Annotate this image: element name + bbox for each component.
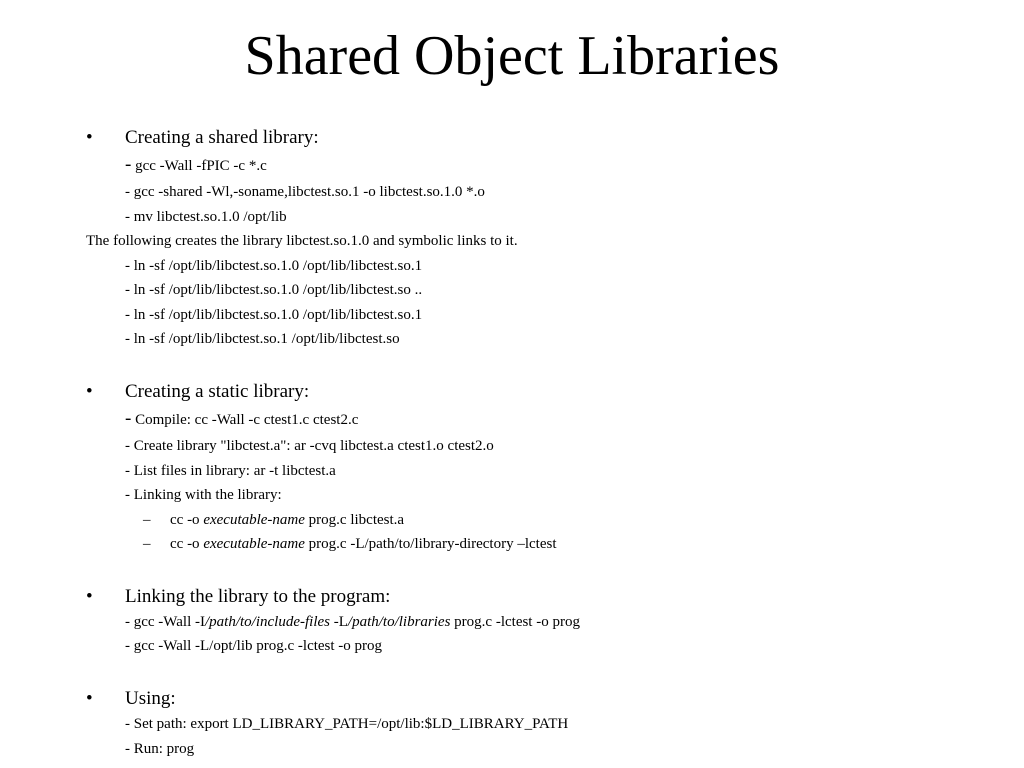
sub-bullet-marker: – [143, 536, 151, 552]
section-heading-shared: Creating a shared library: [125, 127, 319, 148]
section-heading-linking: Linking the library to the program: [125, 586, 391, 607]
linking-command-2: - gcc -Wall -L/opt/lib prog.c -lctest -o prog [125, 638, 383, 654]
using-run: - Run: prog [125, 741, 195, 757]
static-link-example-2 [170, 535, 557, 553]
static-step-compile [125, 410, 358, 429]
sub-bullet-marker: – [143, 512, 151, 528]
code-text: prog.c libctest.a [304, 512, 405, 528]
shared-symlink-4: - ln -sf /opt/lib/libctest.so.1 /opt/lib/libctest.so [125, 331, 400, 347]
static-step-list: - List files in library: ar -t libctest.a [125, 463, 336, 479]
shared-step-compile-text: gcc -Wall -fPIC -c *.c [135, 158, 267, 174]
placeholder-text: /path/to/libraries [347, 614, 451, 630]
static-step-create: - Create library "libctest.a": ar -cvq libctest.a ctest1.o ctest2.o [125, 438, 494, 454]
shared-step-compile [125, 156, 267, 175]
placeholder-text: executable-name [203, 512, 305, 528]
code-text: prog.c -lctest -o prog [450, 614, 580, 630]
slide-title: Shared Object Libraries [244, 25, 780, 87]
placeholder-text: executable-name [203, 536, 305, 552]
dash-glyph: - [125, 154, 132, 175]
shared-step-link: - gcc -shared -Wl,-soname,libctest.so.1 -o libctest.so.1.0 *.o [125, 184, 485, 200]
shared-step-move: - mv libctest.so.1.0 /opt/lib [125, 209, 287, 225]
code-text: - gcc -Wall -I [125, 614, 205, 630]
section-heading-static: Creating a static library: [125, 381, 310, 402]
section-heading-using: Using: [125, 688, 176, 709]
shared-symlink-2: - ln -sf /opt/lib/libctest.so.1.0 /opt/lib/libctest.so .. [125, 282, 423, 298]
bullet-marker: • [86, 127, 93, 148]
linking-command-1 [125, 613, 580, 631]
shared-symlink-1: - ln -sf /opt/lib/libctest.so.1.0 /opt/lib/libctest.so.1 [125, 258, 423, 274]
using-set-path: - Set path: export LD_LIBRARY_PATH=/opt/lib:$LD_LIBRARY_PATH [125, 716, 569, 732]
code-text: -L [329, 614, 348, 630]
dash-glyph: - [125, 408, 132, 429]
static-step-compile-text: Compile: cc -Wall -c ctest1.c ctest2.c [135, 412, 359, 428]
code-text: cc -o [170, 536, 204, 552]
static-link-example-1 [170, 511, 404, 529]
shared-explanation: The following creates the library libctest.so.1.0 and symbolic links to it. [86, 233, 518, 249]
code-text: prog.c -L/path/to/library-directory –lctest [304, 536, 557, 552]
bullet-marker: • [86, 586, 93, 607]
placeholder-text: /path/to/include-files [205, 614, 330, 630]
shared-symlink-3: - ln -sf /opt/lib/libctest.so.1.0 /opt/lib/libctest.so.1 [125, 307, 423, 323]
static-step-linking: - Linking with the library: [125, 487, 282, 503]
code-text: cc -o [170, 512, 204, 528]
bullet-marker: • [86, 381, 93, 402]
bullet-marker: • [86, 688, 93, 709]
